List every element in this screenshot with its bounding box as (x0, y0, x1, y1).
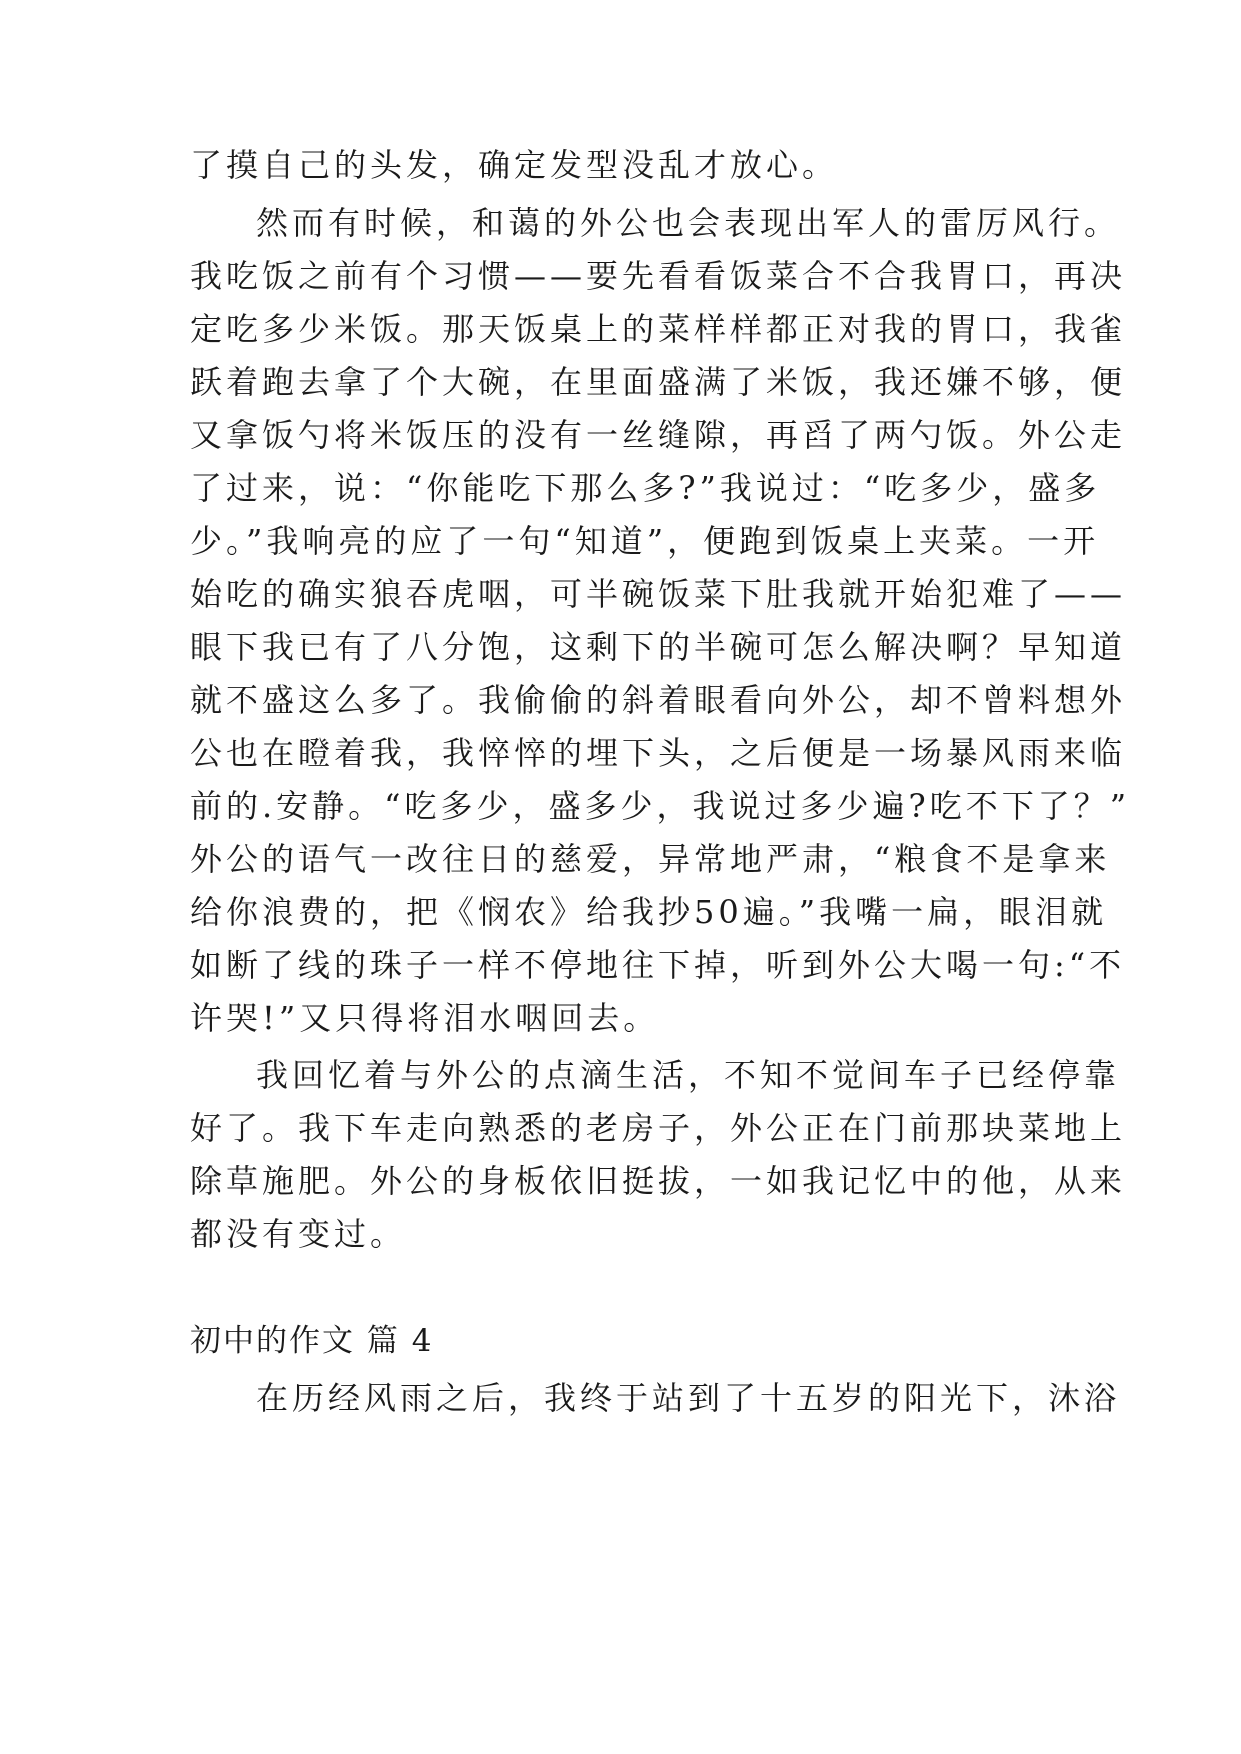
text-line: 如断了线的珠子一样不停地往下掉，听到外公大喝一句:“不 (190, 946, 1126, 984)
text-line: 定吃多少米饭。那天饭桌上的菜样样都正对我的胃口，我雀 (190, 310, 1127, 348)
text-line: 好了。我下车走向熟悉的老房子，外公正在门前那块菜地上 (190, 1109, 1127, 1147)
text-line: 跃着跑去拿了个大碗，在里面盛满了米饭，我还嫌不够，便 (190, 363, 1127, 401)
text-line: 了过来，说：“你能吃下那么多?”我说过：“吃多少，盛多 (190, 469, 1101, 507)
text-line: 公也在瞪着我，我悴悴的埋下头，之后便是一场暴风雨来临 (190, 734, 1127, 772)
text-line: 少。”我响亮的应了一句“知道”，便跑到饭桌上夹菜。一开 (190, 522, 1100, 560)
text-line: 眼下我已有了八分饱，这剩下的半碗可怎么解决啊？早知道 (190, 628, 1127, 666)
text-line: 都没有变过。 (190, 1215, 407, 1253)
text-line: 了摸自己的头发，确定发型没乱才放心。 (190, 146, 839, 184)
text-line: 前的.安静。“吃多少，盛多少，我说过多少遍?吃不下了？” (190, 787, 1131, 825)
section-heading: 初中的作文 篇 4 (190, 1323, 434, 1359)
paragraph-first-line: 然而有时候，和蔼的外公也会表现出军人的雷厉风行。 (256, 204, 1121, 242)
text-line: 又拿饭勺将米饭压的没有一丝缝隙，再舀了两勺饭。外公走 (190, 416, 1127, 454)
text-line: 许哭!”又只得将泪水咽回去。 (190, 999, 660, 1037)
text-line: 我吃饭之前有个习惯——要先看看饭菜合不合我胃口，再决 (190, 257, 1127, 295)
text-line: 除草施肥。外公的身板依旧挺拔，一如我记忆中的他，从来 (190, 1162, 1127, 1200)
paragraph-first-line: 我回忆着与外公的点滴生活，不知不觉间车子已经停靠 (256, 1056, 1121, 1094)
text-line: 给你浪费的，把《悯农》给我抄50遍。”我嘴一扁，眼泪就 (190, 893, 1108, 931)
text-line: 就不盛这么多了。我偷偷的斜着眼看向外公，却不曾料想外 (190, 681, 1127, 719)
paragraph-first-line: 在历经风雨之后，我终于站到了十五岁的阳光下，沐浴 (256, 1379, 1121, 1417)
text-line: 始吃的确实狼吞虎咽，可半碗饭菜下肚我就开始犯难了—— (190, 575, 1127, 613)
text-line: 外公的语气一改往日的慈爱，异常地严肃，“粮食不是拿来 (190, 840, 1111, 878)
